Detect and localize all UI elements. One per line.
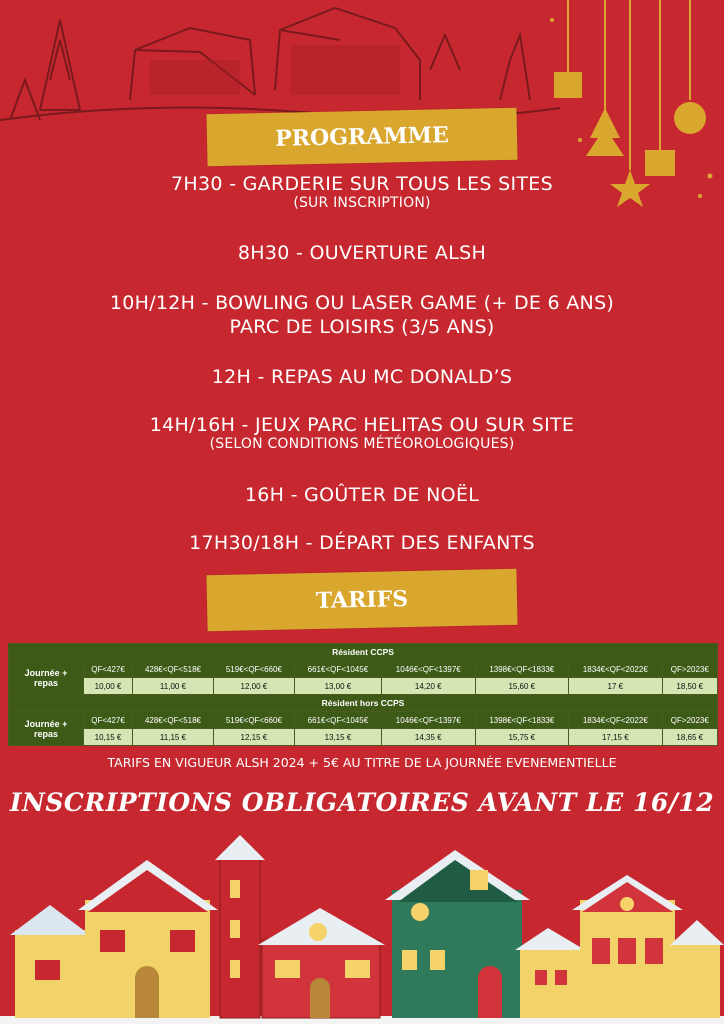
qf-cell: QF<427€ <box>84 661 133 678</box>
inscriptions-banner: INSCRIPTIONS OBLIGATOIRES AVANT LE 16/12 <box>9 788 715 817</box>
programme-item-main: 10H/12H - BOWLING OU LASER GAME (+ DE 6 ANS) <box>109 292 615 314</box>
programme-item-sub: (SUR INSCRIPTION) <box>293 195 431 211</box>
qf-cell: 1398€<QF<1833€ <box>475 712 569 729</box>
programme-item <box>0 173 724 211</box>
programme-item-line2: PARC DE LOISIRS (3/5 ANS) <box>229 316 495 338</box>
tarifs-note: TARIFS EN VIGUEUR ALSH 2024 + 5€ AU TITRE DE LA JOURNÉE EVENEMENTIELLE <box>107 755 617 770</box>
row-label: Journée + repas <box>9 712 84 746</box>
programme-item-sub: (SELON CONDITIONS MÉTÉOROLOGIQUES) <box>209 436 515 452</box>
row-label: Journée + repas <box>9 661 84 695</box>
qf-cell: 661€<QF<1045€ <box>294 661 381 678</box>
programme-item-main: 7H30 - GARDERIE SUR TOUS LES SITES <box>171 173 553 195</box>
programme-item <box>0 366 724 388</box>
price-cell: 12,00 € <box>213 678 294 695</box>
price-cell: 17 € <box>569 678 663 695</box>
price-cell: 14,20 € <box>382 678 476 695</box>
programme-item-main: 14H/16H - JEUX PARC HELITAS OU SUR SITE <box>149 414 575 436</box>
qf-cell: 1834€<QF<2022€ <box>569 712 663 729</box>
price-cell: 15,75 € <box>475 729 569 746</box>
programme-item <box>0 484 724 506</box>
christmas-village-illustration <box>0 820 724 1024</box>
price-cell: 18,50 € <box>662 678 717 695</box>
qf-cell: 519€<QF<660€ <box>213 712 294 729</box>
price-cell: 14,35 € <box>382 729 476 746</box>
price-cell: 11,15 € <box>133 729 214 746</box>
tarifs-table <box>8 643 718 746</box>
price-cell: 12,15 € <box>213 729 294 746</box>
programme-item-main: 12H - REPAS AU MC DONALD’S <box>211 366 513 388</box>
qf-cell: 1046€<QF<1397€ <box>382 661 476 678</box>
resident-header: Résident CCPS <box>9 644 718 661</box>
price-cell: 13,15 € <box>294 729 381 746</box>
qf-cell: QF>2023€ <box>662 712 717 729</box>
qf-cell: QF>2023€ <box>662 661 717 678</box>
price-cell: 17,15 € <box>569 729 663 746</box>
qf-cell: 519€<QF<660€ <box>213 661 294 678</box>
programme-item-main: 8H30 - OUVERTURE ALSH <box>237 242 487 264</box>
tarifs-heading: TARIFS <box>206 569 517 631</box>
price-cell: 10,00 € <box>84 678 133 695</box>
qf-cell: 1398€<QF<1833€ <box>475 661 569 678</box>
programme-item <box>0 532 724 554</box>
price-cell: 10,15 € <box>84 729 133 746</box>
programme-item-main: 16H - GOÛTER DE NOËL <box>244 484 480 506</box>
qf-cell: QF<427€ <box>84 712 133 729</box>
programme-item <box>0 242 724 264</box>
programme-item-main: 17H30/18H - DÉPART DES ENFANTS <box>189 532 535 554</box>
price-cell: 15,60 € <box>475 678 569 695</box>
qf-cell: 661€<QF<1045€ <box>294 712 381 729</box>
price-cell: 11,00 € <box>133 678 214 695</box>
programme-item <box>0 291 724 339</box>
programme-item <box>0 414 724 452</box>
qf-cell: 1046€<QF<1397€ <box>382 712 476 729</box>
qf-cell: 428€<QF<518€ <box>133 712 214 729</box>
price-cell: 13,00 € <box>294 678 381 695</box>
price-cell: 18,65 € <box>662 729 717 746</box>
non-resident-header: Résident hors CCPS <box>9 695 718 712</box>
programme-heading: PROGRAMME <box>206 108 517 166</box>
qf-cell: 1834€<QF<2022€ <box>569 661 663 678</box>
qf-cell: 428€<QF<518€ <box>133 661 214 678</box>
